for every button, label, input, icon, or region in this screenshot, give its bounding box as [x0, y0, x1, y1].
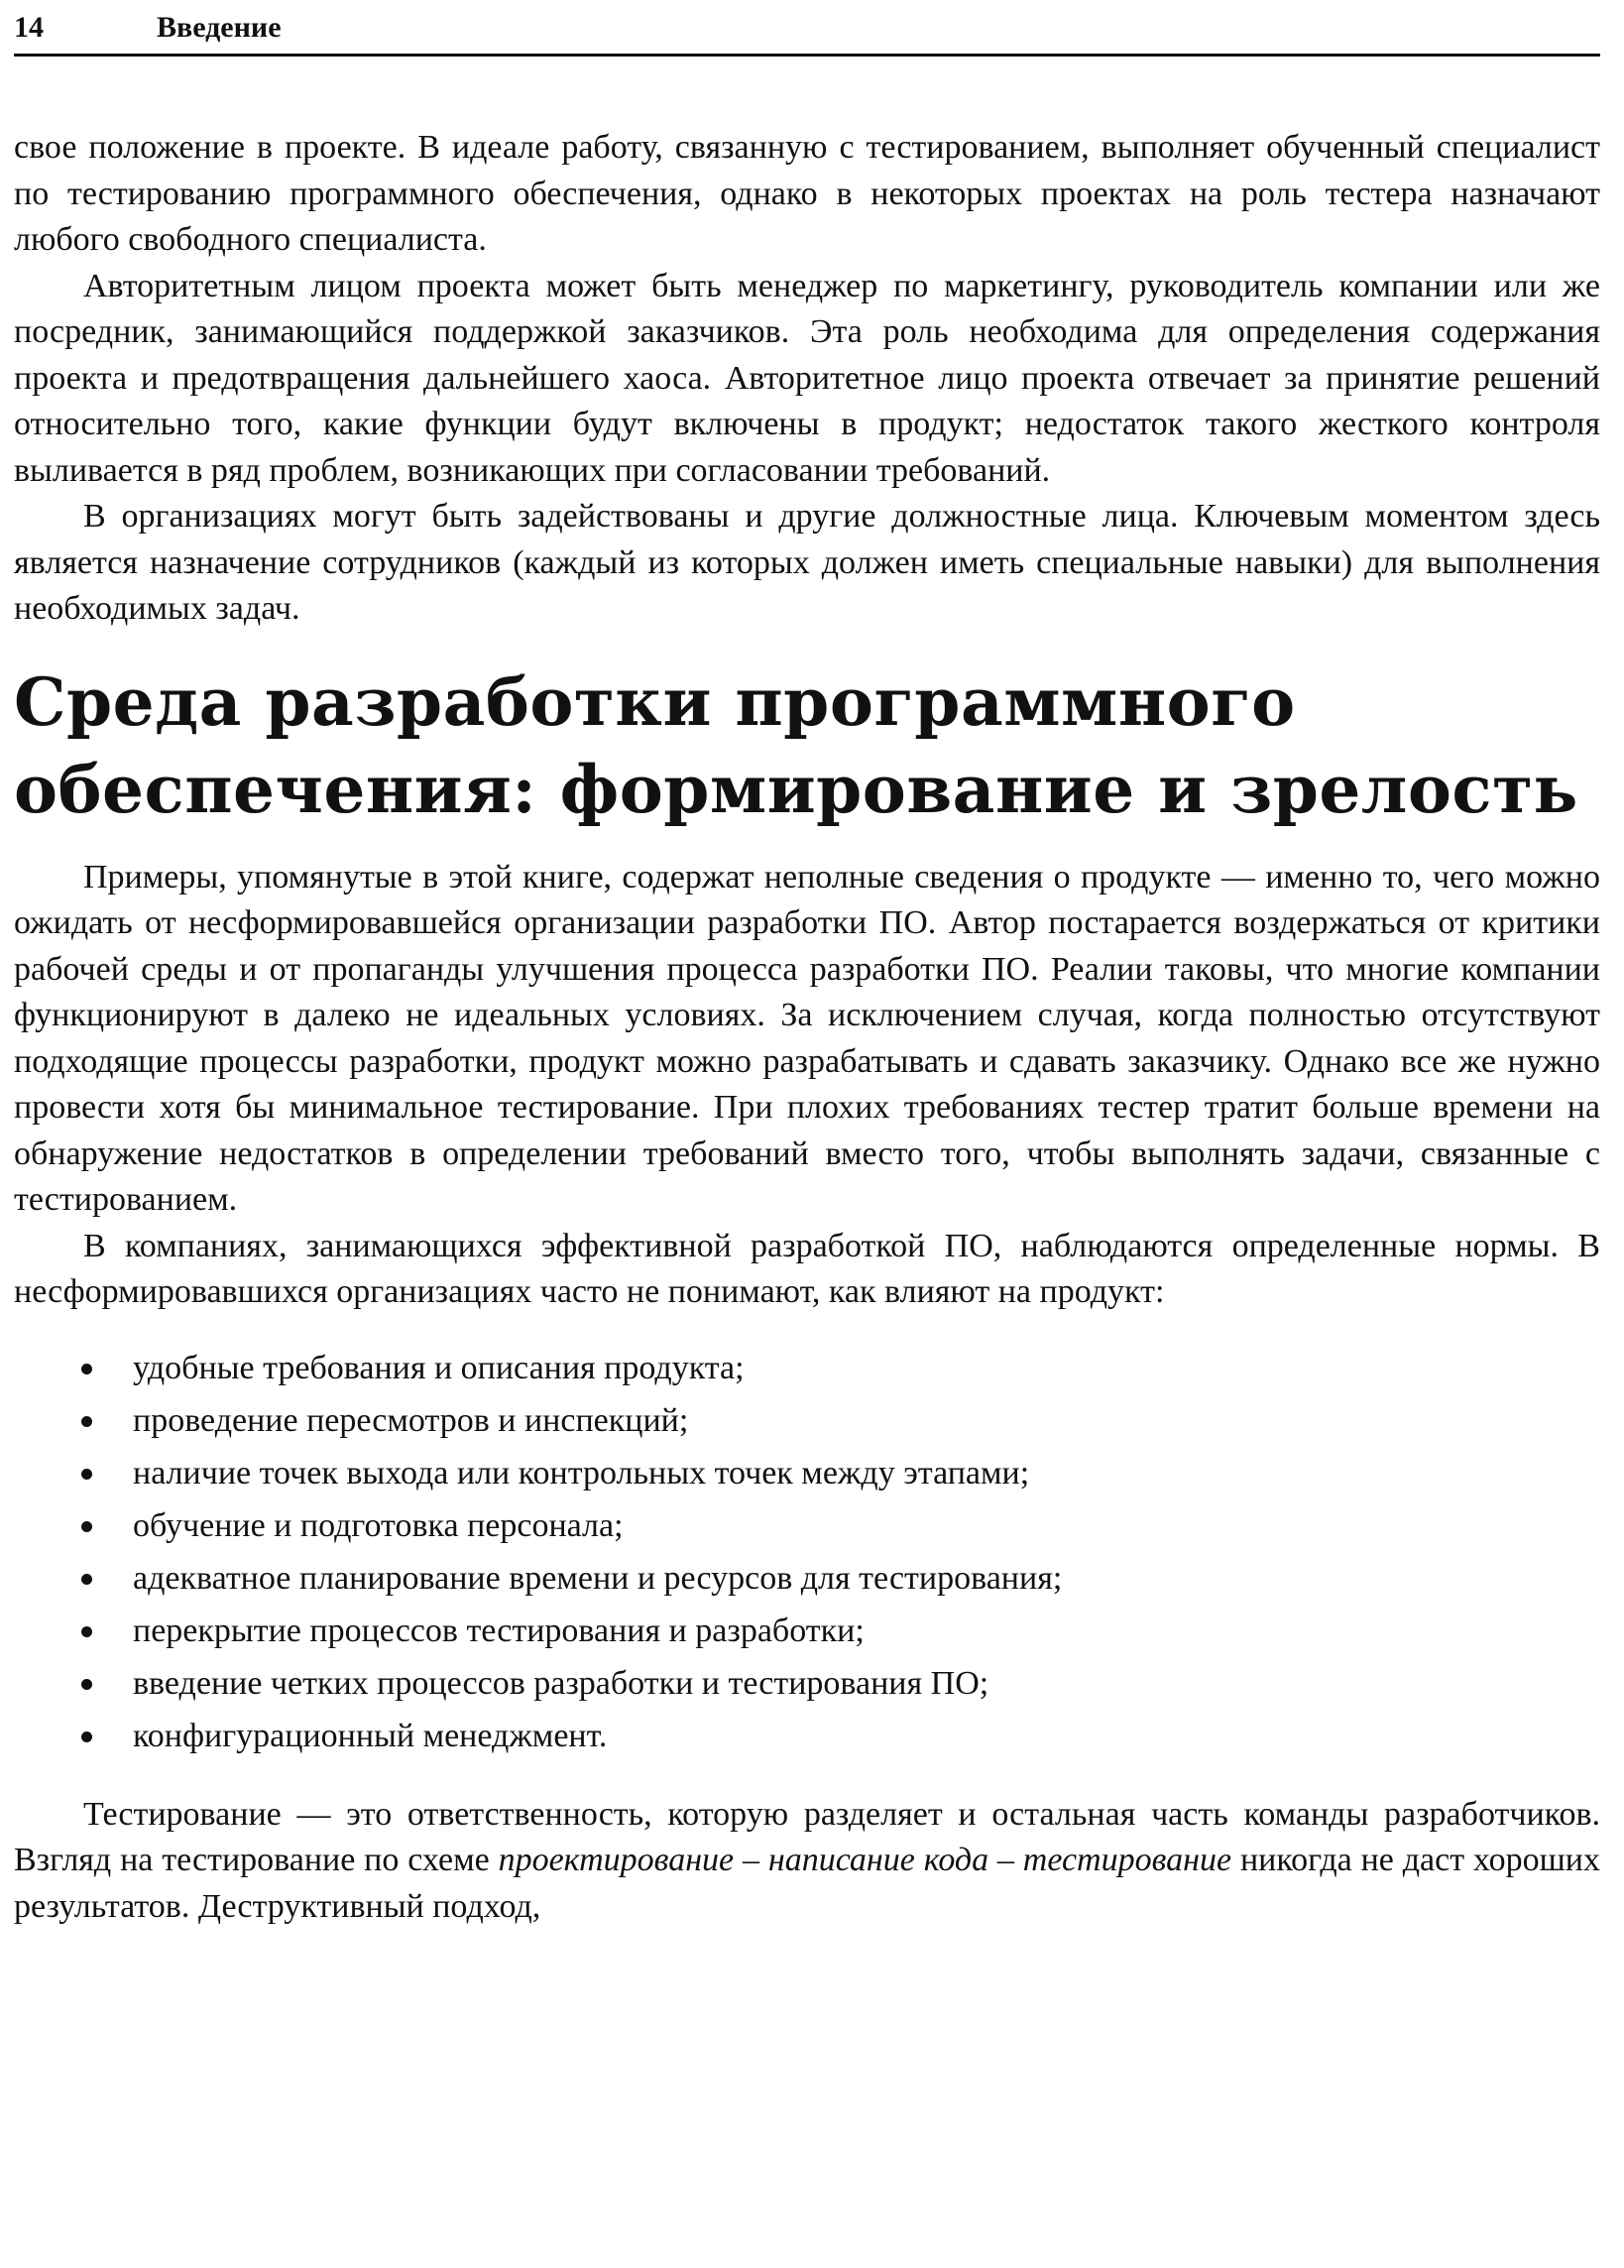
section-heading: Среда разработки программного обеспечения: формирование и зрелость [14, 662, 1578, 828]
list-item-text: введение четких процессов разработки и тестирования ПО; [133, 1664, 989, 1702]
list-item [14, 1499, 1600, 1552]
bullet-icon [81, 1521, 92, 1532]
list-item-text: обучение и подготовка персонала; [133, 1506, 624, 1544]
paragraph-roles: В организациях могут быть задействованы и другие должностные лица. Ключевым моментом здесь является назначение сотрудников (каждый из которых должен иметь специальные навыки) для выполнения необходимых задач. [14, 498, 1600, 627]
bullet-icon [81, 1364, 92, 1374]
list-item-text: наличие точек выхода или контрольных точек между этапами; [133, 1454, 1030, 1492]
paragraph-text: никогда не даст хороших результатов. Деструктивный подход, [14, 1842, 1601, 1925]
bullet-icon [81, 1679, 92, 1690]
paragraph-continuation: свое положение в проекте. В идеале работу, связанную с тестированием, выполняет обученный специалист по тестированию программного обеспечения, однако в некоторых проектах на роль тестера назначают любого свободного специалиста. [14, 129, 1600, 258]
running-header [14, 6, 1600, 57]
list-item-text: конфигурационный менеджмент. [133, 1717, 608, 1754]
section-title: Введение [157, 11, 282, 44]
list-item [14, 1710, 1600, 1762]
list-item-text: адекватное планирование времени и ресурсов для тестирования; [133, 1559, 1063, 1597]
bullet-icon [81, 1731, 92, 1742]
emphasis-text: проектирование – написание кода – тестирование [498, 1842, 1232, 1878]
bullet-icon [81, 1574, 92, 1585]
list-item [14, 1394, 1600, 1447]
list-item-text: проведение пересмотров и инспекций; [133, 1401, 689, 1439]
bullet-icon [81, 1469, 92, 1480]
page-body [14, 125, 1600, 1930]
list-item-text: удобные требования и описания продукта; [133, 1349, 745, 1386]
list-item [14, 1605, 1600, 1657]
bullet-list [14, 1342, 1600, 1762]
paragraph-text: Тестирование — это ответственность, которую разделяет и остальная часть команды разработчиков. Взгляд на тестирование по схеме [14, 1795, 1600, 1878]
paragraph-authority: Авторитетным лицом проекта может быть менеджер по маркетингу, руководитель компании или же посредник, занимающийся поддержкой заказчиков. Эта роль необходима для определения содержания проекта и предотвращения дальнейшего хаоса. Авторитетное лицо проекта отвечает за принятие решений относительно того, какие функции будут включены в продукт; недостаток такого жесткого контроля выливается в ряд проблем, возникающих при согласовании требований. [14, 267, 1600, 489]
list-item-text: перекрытие процессов тестирования и разработки; [133, 1611, 865, 1649]
bullet-icon [81, 1626, 92, 1637]
list-item [14, 1447, 1600, 1499]
page-number: 14 [14, 11, 44, 44]
bullet-icon [81, 1416, 92, 1427]
list-item [14, 1552, 1600, 1605]
list-item [14, 1657, 1600, 1710]
list-item [14, 1342, 1600, 1394]
paragraph-testing-responsibility [14, 1792, 1600, 1931]
paragraph-examples: Примеры, упомянутые в этой книге, содержат неполные сведения о продукте — именно то, чего можно ожидать от несформировавшейся организации разработки ПО. Автор постарается воздержаться от критики рабочей среды и от пропаганды улучшения процесса разработки ПО. Реалии таковы, что многие компании функционируют в далеко не идеальных условиях. За исключением случая, когда полностью отсутствуют подходящие процессы разработки, продукт можно разрабатывать и сдавать заказчику. Однако все же нужно провести хотя бы минимальное тестирование. При плохих требованиях тестер тратит больше времени на обнаружение недостатков в определении требований вместо того, чтобы выполнять задачи, связанные с тестированием. [14, 858, 1600, 1218]
paragraph-norms: В компаниях, занимающихся эффективной разработкой ПО, наблюдаются определенные нормы. В несформировавшихся организациях часто не понимают, как влияют на продукт: [14, 1227, 1600, 1310]
